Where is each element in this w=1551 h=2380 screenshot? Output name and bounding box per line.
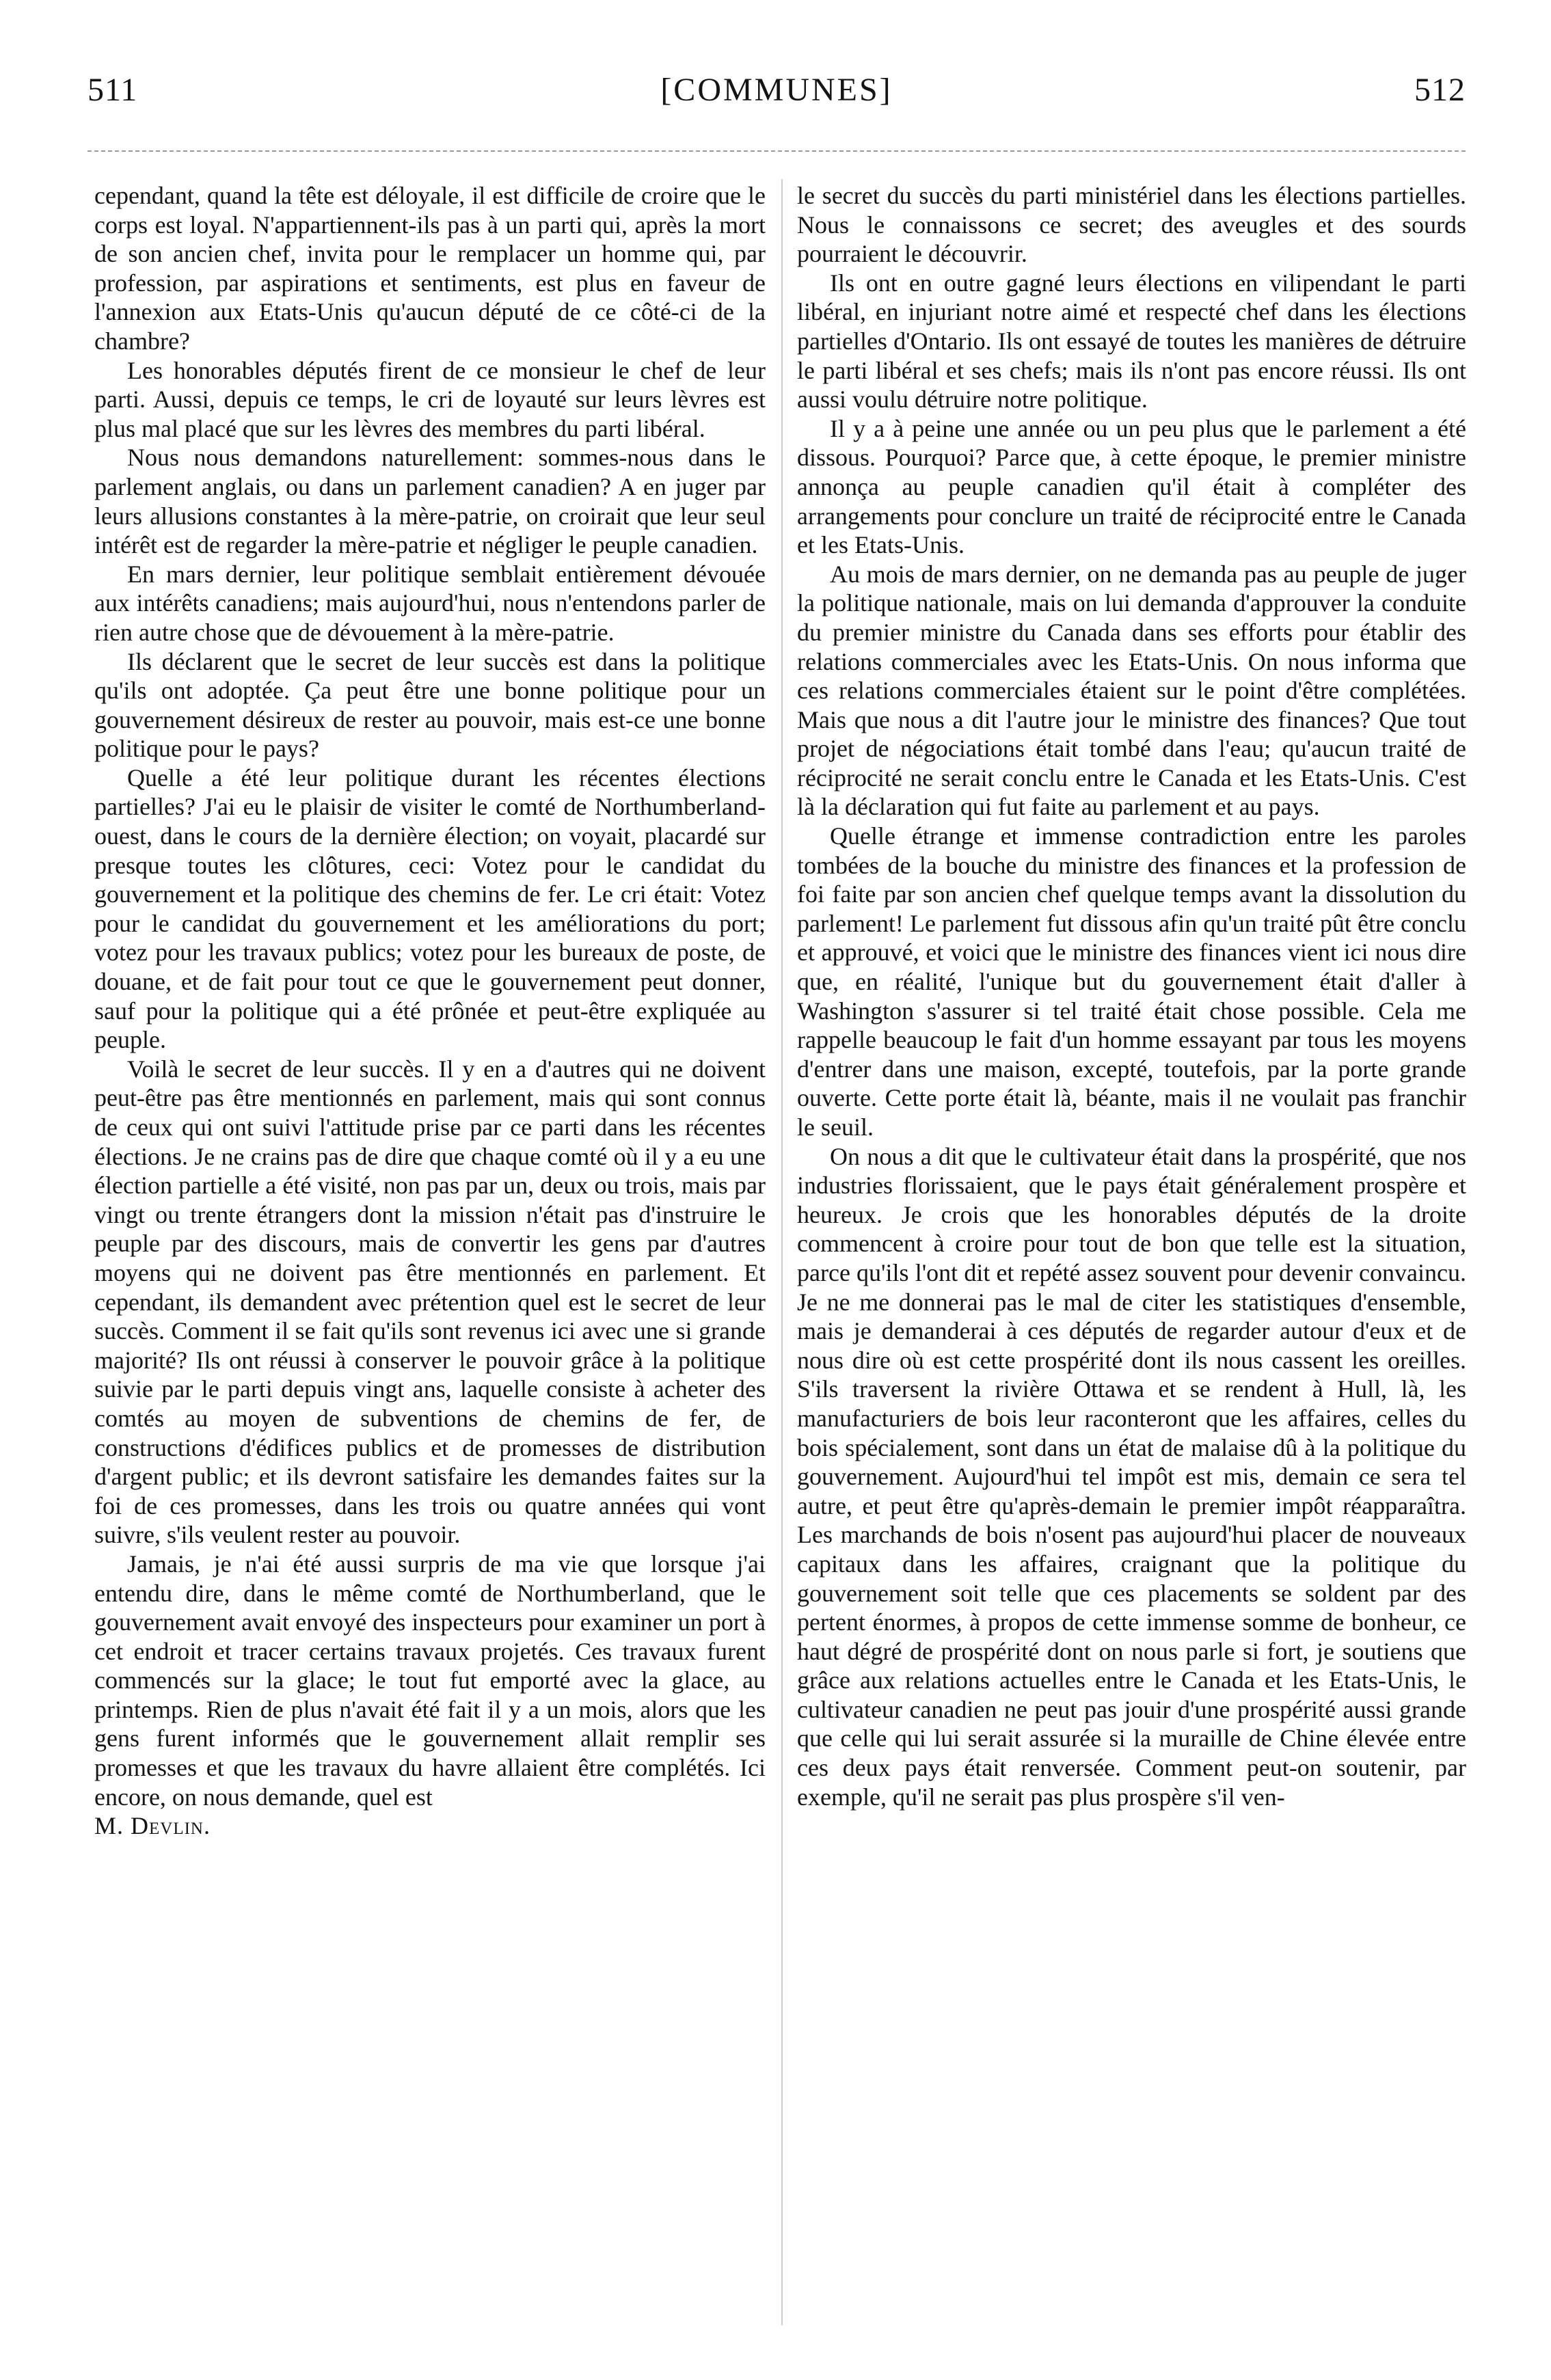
paragraph: Ils déclarent que le secret de leur succès est dans la politique qu'ils ont adoptée. Ça peut être une bonne politique pour un gouvernement désireux de rester au pouvoir, mais est-ce une bonne politique pour le pays? xyxy=(94,647,766,763)
paragraph: Il y a à peine une année ou un peu plus que le parlement a été dissous. Pourquoi? Parce que, à cette époque, le premier ministre annonça au peuple canadien qu'il était à compléter des arrangements pour conclure un traité de réciprocité entre le Canada et les Etats-Unis. xyxy=(797,414,1466,559)
header-rule xyxy=(87,150,1466,152)
running-title: [COMMUNES] xyxy=(660,72,893,108)
left-column xyxy=(94,181,766,1841)
speaker-name: Devlin. xyxy=(131,1812,211,1840)
paragraph: cependant, quand la tête est déloyale, il est difficile de croire que le corps est loyal. N'appartiennent-ils pas à un parti qui, après la mort de son ancien chef, invita pour le remplacer un homme qui, par profession, par aspirations et sentiments, est plus en faveur de l'annexion aux Etats-Unis qu'aucun député de ce côté-ci de la chambre? xyxy=(94,182,766,355)
paragraph: Quelle étrange et immense contradiction entre les paroles tombées de la bouche du ministre des finances et la profession de foi faite par son ancien chef quelque temps avant la dissolution du parlement! Le parlement fut dissous afin qu'un traité pût être conclu et approuvé, et voici que le ministre des finances vient ici nous dire que, en réalité, l'unique but du gouvernement était d'aller à Washington s'assurer si tel traité était chose possible. Cela me rappelle beaucoup le fait d'un homme essayant par tous les moyens d'entrer dans une maison, excepté, toutefois, par la porte grande ouverte. Cette porte était là, béante, mais il ne voulait pas franchir le seuil. xyxy=(797,822,1466,1141)
paragraph: Ils ont en outre gagné leurs élections en vilipendant le parti libéral, en injuriant notre aimé et respecté chef dans les élections partielles d'Ontario. Ils ont essayé de toutes les manières de détruire le parti libéral et ses chefs; mais ils n'ont pas encore réussi. Ils ont aussi voulu détruire notre politique. xyxy=(797,269,1466,414)
paragraph: Nous nous demandons naturellement: sommes-nous dans le parlement anglais, ou dans un parlement canadien? A en juger par leurs allusions constantes à la mère-patrie, on croirait que leur seul intérêt est de regarder la mère-patrie et négliger le peuple canadien. xyxy=(94,444,766,559)
column-divider xyxy=(781,179,783,2325)
paragraph: Quelle a été leur politique durant les récentes élections partielles? J'ai eu le plaisir de visiter le comté de Northumberland-ouest, dans le cours de la dernière élection; on voyait, placardé sur presque toutes les clôtures, ceci: Votez pour le candidat du gouvernement et la politique des chemins de fer. Le cri était: Votez pour le candidat du gouvernement et les améliorations du port; votez pour les travaux publics; votez pour les bureaux de poste, de douane, et de fait pour tout ce que le gouvernement peut donner, sauf pour la politique qui a été prônée et peut-être expliquée au peuple. xyxy=(94,763,766,1054)
paragraph: En mars dernier, leur politique semblait entièrement dévouée aux intérêts canadiens; mais aujourd'hui, nous n'entendons parler de rien autre chose que de dévouement à la mère-patrie. xyxy=(94,560,766,646)
paragraph: On nous a dit que le cultivateur était dans la prospérité, que nos industries florissaient, que le pays était généralement prospère et heureux. Je crois que les honorables députés de la droite commencent à croire pour tout de bon que telle est la situation, parce qu'ils l'ont dit et repété assez souvent pour devenir convaincu. Je ne me donnerai pas le mal de citer les statistiques d'ensemble, mais je demanderai à ces députés de regarder autour d'eux et de nous dire où est cette prospérité dont ils nous cassent les oreilles. S'ils traversent la rivière Ottawa et se rendent à Hull, là, les manufacturiers de bois leur raconteront que les affaires, celles du bois spécialement, sont dans un état de malaise dû à la politique du gouvernement. Aujourd'hui tel impôt est mis, demain ce sera tel autre, et peut être qu'après-demain le premier impôt réapparaîtra. Les marchands de bois n'osent pas aujourd'hui placer de nouveaux capitaux dans les affaires, craignant que la politique du gouvernement soit telle que ces placements se soldent par des pertent énormes, à propos de cette immense somme de bonheur, ce haut dégré de prospérité dont on nous parle si fort, je soutiens que grâce aux relations actuelles entre le Canada et les Etats-Unis, le cultivateur canadien ne peut pas jouir d'une prospérité aussi grande que celle qui lui serait assurée si la muraille de Chine élevée entre ces deux pays était renversée. Comment peut-on soutenir, par exemple, qu'il ne serait pas plus prospère s'il ven- xyxy=(797,1142,1466,1811)
speaker-signature xyxy=(94,1811,766,1841)
paragraph: Les honorables députés firent de ce monsieur le chef de leur parti. Aussi, depuis ce temps, le cri de loyauté sur leurs lèvres est plus mal placé que sur les lèvres des membres du parti libéral. xyxy=(94,356,766,442)
paragraph: Au mois de mars dernier, on ne demanda pas au peuple de juger la politique nationale, mais on lui demanda d'approuver la conduite du premier ministre du Canada dans ses efforts pour établir des relations commerciales avec les Etats-Unis. On nous informa que ces relations commerciales étaient sur le point d'être complétées. Mais que nous a dit l'autre jour le ministre des finances? Que tout projet de négociations était tombé dans l'eau; qu'aucun traité de réciprocité ne serait conclu entre le Canada et les Etats-Unis. C'est là la déclaration qui fut faite au parlement et au pays. xyxy=(797,560,1466,821)
left-page-number: 511 xyxy=(87,72,138,108)
right-column xyxy=(797,181,1466,1811)
paragraph: Jamais, je n'ai été aussi surpris de ma vie que lorsque j'ai entendu dire, dans le même comté de Northumberland, que le gouvernement avait envoyé des inspecteurs pour examiner un port à cet endroit et tracer certains travaux projetés. Ces travaux furent commencés sur la glace; le tout fut emporté avec la glace, au printemps. Rien de plus n'avait été fait il y a un mois, alors que les gens furent informés que le gouvernement allait remplir ses promesses et que les travaux du havre allaient être complétés. Ici encore, on nous demande, quel est xyxy=(94,1550,766,1811)
right-page-number: 512 xyxy=(1414,72,1466,108)
paragraph: Voilà le secret de leur succès. Il y en a d'autres qui ne doivent peut-être pas être mentionnés en parlement, mais qui sont connus de ceux qui ont suivi l'attitude prise par ce parti dans les récentes élections. Je ne crains pas de dire que chaque comté où il y a eu une élection partielle a été visité, non pas par un, deux ou trois, mais par vingt ou trente étrangers dont la mission n'était pas d'instruire le peuple par des discours, mais de convertir les gens par d'autres moyens qui ne doivent pas être mentionnés en parlement. Et cependant, ils demandent avec prétention quel est le secret de leur succès. Comment il se fait qu'ils sont revenus ici avec une si grande majorité? Ils ont réussi à conserver le pouvoir grâce à la politique suivie par le parti depuis vingt ans, laquelle consiste à acheter des comtés au moyen de subventions de chemins de fer, de constructions d'édifices publics et de promesses de distribution d'argent public; et ils devront satisfaire les demandes faites sur la foi de ces promesses, dans les trois ou quatre années qui vont suivre, s'ils veulent rester au pouvoir. xyxy=(94,1055,766,1549)
page-header xyxy=(87,71,1466,112)
paragraph: le secret du succès du parti ministériel dans les élections partielles. Nous le connaissons ce secret; des aveugles et des sourds pourraient le découvrir. xyxy=(797,182,1466,268)
speaker-prefix: M. xyxy=(94,1812,124,1840)
